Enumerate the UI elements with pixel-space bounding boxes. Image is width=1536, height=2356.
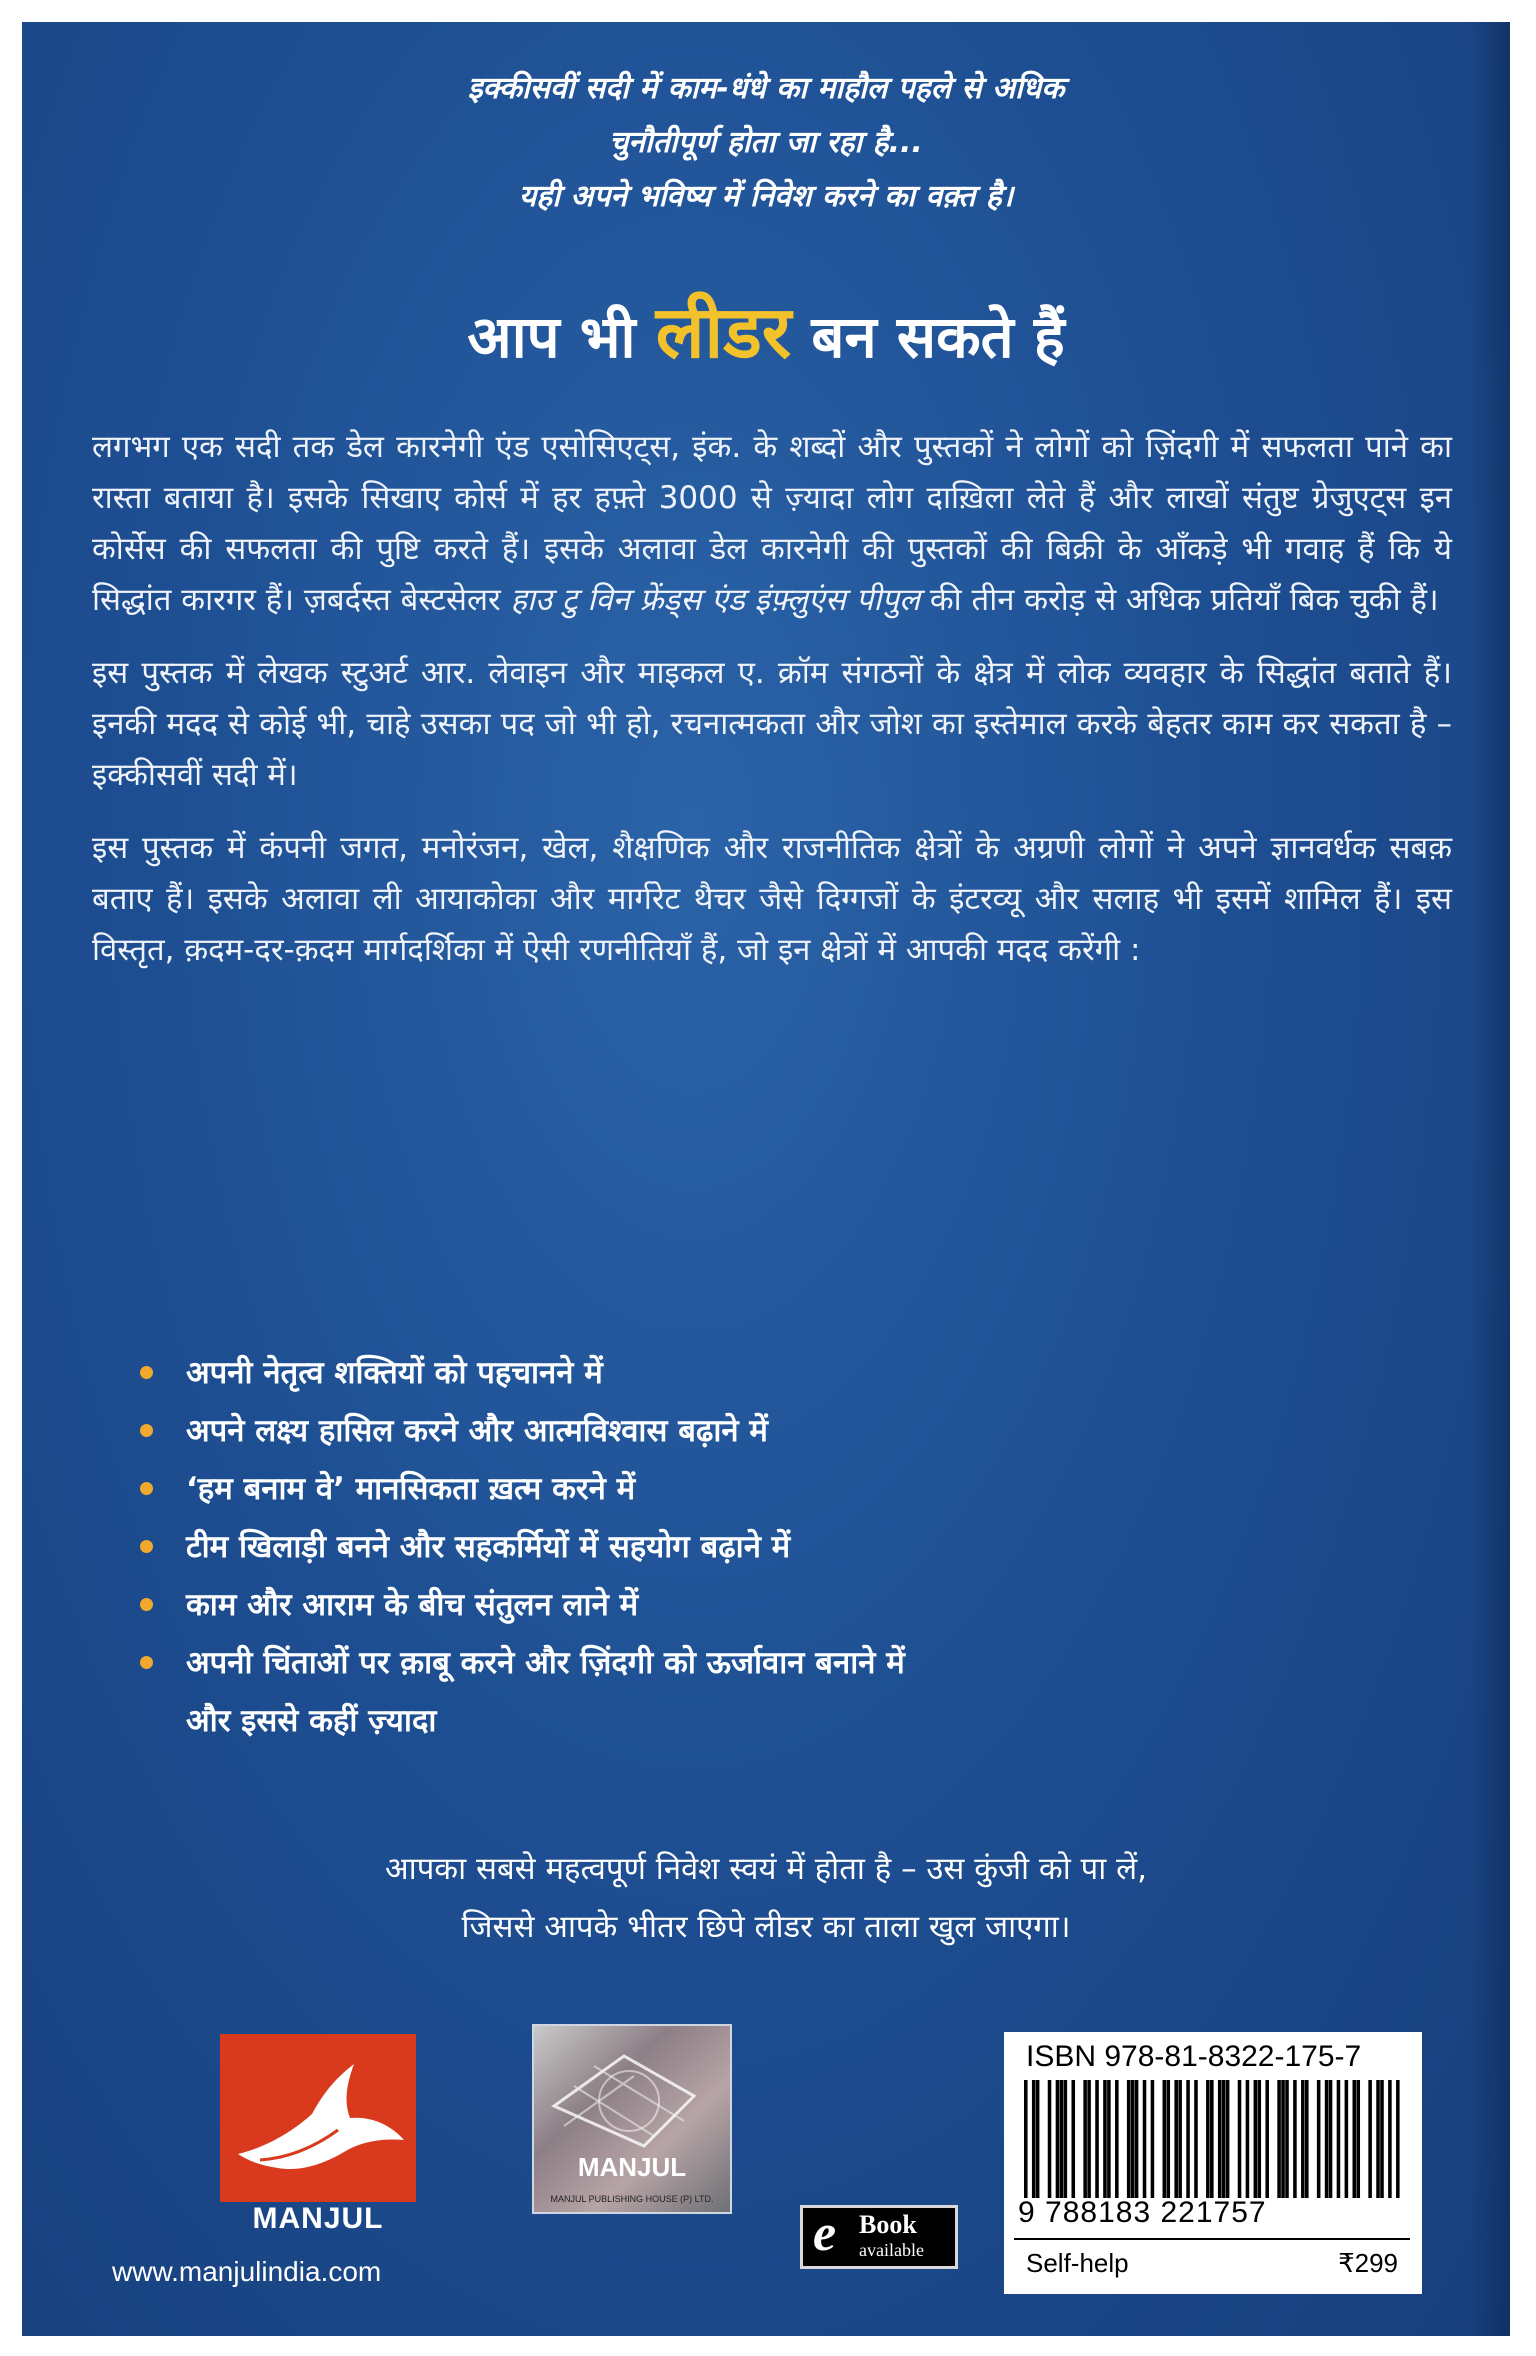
barcode-bar: [1210, 2080, 1214, 2198]
hologram-small-line: MANJUL PUBLISHING HOUSE (P) LTD.: [550, 2194, 714, 2204]
barcode-bar: [1301, 2080, 1305, 2198]
barcode-bar: [1024, 2080, 1028, 2198]
barcode-bar: [1388, 2080, 1392, 2198]
bullet-dot-icon: [140, 1598, 153, 1611]
price-label: ₹299: [1338, 2248, 1398, 2278]
isbn-digits: 9 788183 221757: [1018, 2196, 1267, 2229]
barcode-bar: [1071, 2080, 1075, 2198]
isbn-label: ISBN 978-81-8322-175-7: [1026, 2040, 1362, 2073]
barcode-bar: [1293, 2080, 1297, 2198]
bullet-dot-icon: [140, 1656, 153, 1669]
manjul-logo-icon: [220, 2034, 416, 2202]
headline-pre: आप भी: [467, 303, 656, 371]
list-item: [130, 1402, 1450, 1460]
list-item-text: अपने लक्ष्य हासिल करने और आत्मविश्वास बढ़ाने में: [186, 1413, 768, 1449]
closing-line: आपका सबसे महत्वपूर्ण निवेश स्वयं में होता है – उस कुंजी को पा लें,: [385, 1851, 1147, 1887]
ebook-letter: e: [813, 2205, 837, 2262]
bullet-dot-icon: [140, 1540, 153, 1553]
book-title-italic: हाउ टु विन फ्रेंड्स एंड इंफ़्लुएंस पीपुल: [510, 582, 920, 618]
list-item: [130, 1576, 1450, 1634]
barcode-bar: [1218, 2080, 1222, 2198]
barcode-bar: [1277, 2080, 1281, 2198]
barcode-bar: [1258, 2080, 1262, 2198]
barcode-bar: [1174, 2080, 1178, 2198]
list-item-text: अपनी चिंताओं पर क़ाबू करने और ज़िंदगी को ऊर्जावान बनाने में: [186, 1645, 905, 1681]
barcode-bar: [1222, 2080, 1226, 2198]
barcode-bar: [1143, 2080, 1147, 2198]
list-item-text: ‘हम बनाम वे’ मानसिकता ख़त्म करने में: [186, 1471, 636, 1507]
bullet-dot-icon: [140, 1366, 153, 1379]
barcode-bar: [1265, 2080, 1269, 2198]
hologram-sticker: [532, 2024, 732, 2214]
barcode-bar: [1337, 2080, 1341, 2198]
list-item: [130, 1518, 1450, 1576]
barcode-bar: [1376, 2080, 1380, 2198]
intro-line: चुनौतीपूर्ण होता जा रहा है...: [609, 125, 923, 160]
barcode-bar: [1238, 2080, 1242, 2198]
barcode-bar: [1083, 2080, 1087, 2198]
barcode-bar: [1032, 2080, 1036, 2198]
barcode-bar: [1103, 2080, 1107, 2198]
barcode-bar: [1127, 2080, 1131, 2198]
back-cover: [22, 22, 1510, 2336]
publisher-name: MANJUL: [252, 2202, 384, 2235]
list-item: [130, 1460, 1450, 1518]
list-item: [130, 1634, 1450, 1692]
barcode-bar: [1254, 2080, 1258, 2198]
barcode-bar: [1186, 2080, 1190, 2198]
paragraph-1: [92, 422, 1452, 626]
headline: [22, 290, 1510, 375]
barcode-bar: [1087, 2080, 1091, 2198]
barcode-bar: [1285, 2080, 1289, 2198]
closing-line: जिससे आपके भीतर छिपे लीडर का ताला खुल जाएगा।: [461, 1909, 1071, 1945]
bullet-dot-icon: [140, 1424, 153, 1437]
isbn-panel: [1004, 2032, 1422, 2294]
isbn-footer: [1014, 2238, 1410, 2284]
barcode-bar: [1325, 2080, 1329, 2198]
intro-tagline: [22, 62, 1510, 224]
headline-highlight: लीडर: [655, 290, 792, 374]
publisher-website: www.manjulindia.com: [112, 2256, 382, 2287]
ebook-top-text: Book: [859, 2210, 917, 2239]
intro-line: इक्कीसवीं सदी में काम-धंधे का माहौल पहले से अधिक: [467, 71, 1065, 106]
barcode-bar: [1048, 2080, 1052, 2198]
barcode-bar: [1396, 2080, 1400, 2198]
barcode-bar: [1131, 2080, 1135, 2198]
paragraph-2: इस पुस्तक में लेखक स्टुअर्ट आर. लेवाइन और माइकल ए. क्रॉम संगठनों के क्षेत्र में लोक व्यवहार के सिद्धांत बताते हैं। इनकी मदद से कोई भी, चाहे उसका पद जो भी हो, रचनात्मकता और जोश का इस्तेमाल करके बेहतर काम कर सकता है – इक्कीसवीं सदी में।: [92, 655, 1452, 793]
barcode-bar: [1163, 2080, 1167, 2198]
hologram-brand: MANJUL: [577, 2152, 687, 2182]
list-item-text: काम और आराम के बीच संतुलन लाने में: [186, 1587, 639, 1623]
closing-statement: [22, 1840, 1510, 1956]
barcode-bar: [1178, 2080, 1182, 2198]
barcode-bar: [1036, 2080, 1040, 2198]
barcode-bar: [1226, 2080, 1230, 2198]
list-item-text: टीम खिलाड़ी बनने और सहकर्मियों में सहयोग बढ़ाने में: [186, 1529, 791, 1565]
headline-post: बन सकते हैं: [791, 303, 1065, 371]
barcode-bar: [1329, 2080, 1333, 2198]
barcode-bar: [1115, 2080, 1119, 2198]
barcode-bar: [1194, 2080, 1198, 2198]
barcode-bar: [1064, 2080, 1068, 2198]
blurb: [92, 422, 1452, 998]
barcode-bar: [1060, 2080, 1064, 2198]
barcode-bar: [1135, 2080, 1139, 2198]
category-label: Self-help: [1026, 2248, 1129, 2278]
barcode-bar: [1206, 2080, 1210, 2198]
barcode-bar: [1056, 2080, 1060, 2198]
barcode-icon: [1024, 2080, 1400, 2198]
ebook-bottom-text: available: [859, 2240, 924, 2260]
list-item-text: अपनी नेतृत्व शक्तियों को पहचानने में: [186, 1355, 603, 1391]
list-item-extra: और इससे कहीं ज़्यादा: [186, 1703, 437, 1739]
barcode-bar: [1317, 2080, 1321, 2198]
intro-line: यही अपने भविष्य में निवेश करने का वक़्त है।: [518, 179, 1014, 214]
barcode-bar: [1095, 2080, 1099, 2198]
paragraph-3: इस पुस्तक में कंपनी जगत, मनोरंजन, खेल, शैक्षणिक और राजनीतिक क्षेत्रों के अग्रणी लोगों ने अपने ज्ञानवर्धक सबक़ बताए हैं। इसके अलावा ली आयाकोका और मार्गरेट थैचर जैसे दिग्गजों के इंटरव्यू और सलाह भी इसमें शामिल हैं। इस विस्तृत, क़दम-दर-क़दम मार्गदर्शिका में ऐसी रणनीतियाँ हैं, जो इन क्षेत्रों में आपकी मदद करेंगी :: [92, 830, 1452, 968]
barcode-bar: [1380, 2080, 1384, 2198]
benefits-list: [130, 1344, 1450, 1750]
list-item: [130, 1344, 1450, 1402]
barcode-bar: [1107, 2080, 1111, 2198]
ebook-badge: [800, 2205, 958, 2269]
paragraph-1-text-a: लगभग एक सदी तक डेल कारनेगी एंड एसोसिएट्स, इंक. के शब्दों और पुस्तकों ने लोगों को ज़िंदगी में सफलता पाने का रास्ता बताया है। इसके सिखाए कोर्स में हर हफ़्ते 3000 से ज़्यादा लोग दाख़िला लेते हैं और लाखों संतुष्ट ग्रेजुएट्स इन कोर्सेस की सफलता की पुष्टि करते हैं। इसके अलावा डेल कारनेगी की पुस्तकों की बिक्री के आँकड़े भी गवाह हैं कि ये सिद्धांत कारगर हैं। ज़बर्दस्त बेस्टसेलर: [92, 429, 1452, 618]
barcode-bar: [1281, 2080, 1285, 2198]
barcode-bar: [1151, 2080, 1155, 2198]
barcode-bar: [1356, 2080, 1360, 2198]
barcode-bar: [1166, 2080, 1170, 2198]
barcode-bar: [1246, 2080, 1250, 2198]
paragraph-1-text-b: की तीन करोड़ से अधिक प्रतियाँ बिक चुकी हैं।: [919, 582, 1439, 618]
bullet-dot-icon: [140, 1482, 153, 1495]
barcode-bar: [1353, 2080, 1357, 2198]
barcode-bar: [1368, 2080, 1372, 2198]
barcode-bar: [1345, 2080, 1349, 2198]
barcode-bar: [1305, 2080, 1309, 2198]
hologram-pattern-icon: [534, 2026, 730, 2212]
